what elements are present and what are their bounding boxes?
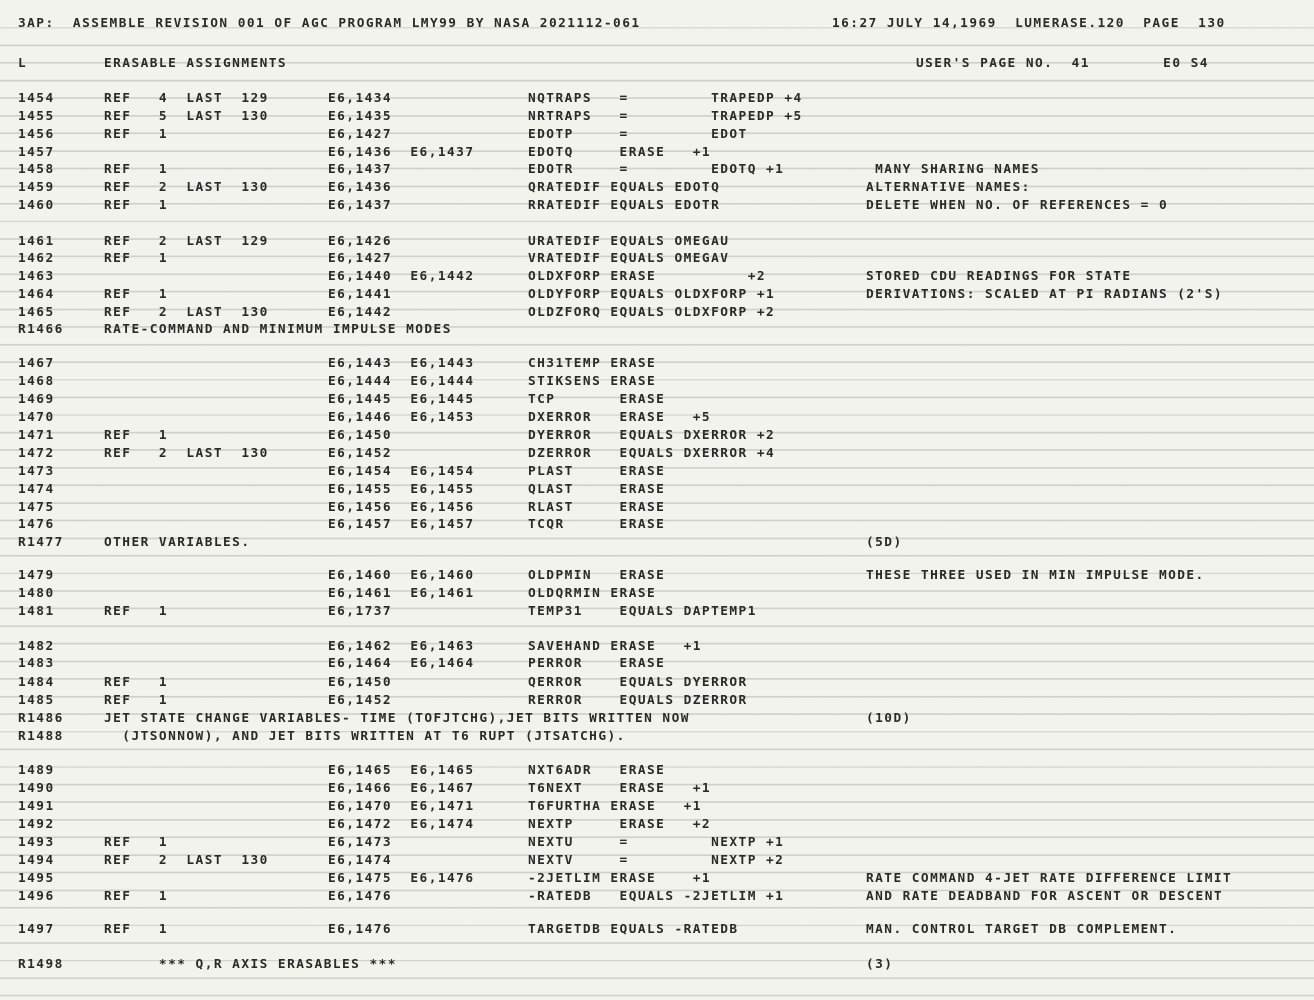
symbol-field: TCP ERASE — [528, 392, 666, 407]
line-number: R1488 — [18, 729, 64, 744]
symbol-field: RERROR EQUALS DZERROR — [528, 693, 748, 708]
line-number: 1459 — [18, 180, 55, 195]
symbol-field: RRATEDIF EQUALS EDOTR — [528, 198, 721, 213]
line-number: 1469 — [18, 392, 55, 407]
symbol-field: OLDZFORQ EQUALS OLDXFORP +2 — [528, 305, 776, 320]
line-number: 1492 — [18, 817, 55, 832]
line-number: 1479 — [18, 568, 55, 583]
reference-field: REF 1 — [104, 162, 169, 177]
address-field: E6,1440 E6,1442 — [328, 269, 475, 284]
listing-line — [0, 834, 1314, 852]
symbol-field: NRTRAPS = TRAPEDP +5 — [528, 109, 803, 124]
listing-line — [0, 463, 1314, 481]
reference-field: REF 1 — [104, 835, 169, 850]
listing-line — [0, 638, 1314, 656]
listing-line — [0, 233, 1314, 251]
address-field: E6,1427 — [328, 127, 393, 142]
symbol-field: DZERROR EQUALS DXERROR +4 — [528, 446, 776, 461]
line-number: 1485 — [18, 693, 55, 708]
listing-line — [0, 144, 1314, 162]
listing-line — [0, 655, 1314, 673]
comment-field: DELETE WHEN NO. OF REFERENCES = 0 — [866, 198, 1169, 213]
address-field: E6,1462 E6,1463 — [328, 639, 475, 654]
symbol-field: OLDYFORP EQUALS OLDXFORP +1 — [528, 287, 776, 302]
listing-line — [0, 108, 1314, 126]
symbol-field: SAVEHAND ERASE +1 — [528, 639, 702, 654]
address-field: E6,1436 E6,1437 — [328, 145, 475, 160]
symbol-field: EDOTR = EDOTQ +1 — [528, 162, 785, 177]
line-number: R1486 — [18, 711, 64, 726]
line-number: 1456 — [18, 127, 55, 142]
symbol-field: STIKSENS ERASE — [528, 374, 657, 389]
symbol-field: RLAST ERASE — [528, 500, 666, 515]
symbol-field: PLAST ERASE — [528, 464, 666, 479]
line-number: 1457 — [18, 145, 55, 160]
symbol-field: TCQR ERASE — [528, 517, 666, 532]
reference-field: REF 4 LAST 129 — [104, 91, 269, 106]
symbol-field: -RATEDB EQUALS -2JETLIM +1 — [528, 889, 785, 904]
comment-field: MAN. CONTROL TARGET DB COMPLEMENT. — [866, 922, 1178, 937]
symbol-field: OLDPMIN ERASE — [528, 568, 666, 583]
symbol-field: T6NEXT ERASE +1 — [528, 781, 712, 796]
line-number: 1476 — [18, 517, 55, 532]
page-subheader — [0, 55, 1314, 73]
line-number: 1482 — [18, 639, 55, 654]
address-field: E6,1435 — [328, 109, 393, 124]
symbol-field: PERROR ERASE — [528, 656, 666, 671]
line-number: 1475 — [18, 500, 55, 515]
address-field: E6,1464 E6,1464 — [328, 656, 475, 671]
reference-field: REF 1 — [104, 922, 169, 937]
listing-line — [0, 534, 1314, 552]
address-field: E6,1473 — [328, 835, 393, 850]
line-number: 1491 — [18, 799, 55, 814]
address-field: E6,1476 — [328, 889, 393, 904]
symbol-field: QLAST ERASE — [528, 482, 666, 497]
address-field: E6,1444 E6,1444 — [328, 374, 475, 389]
listing-line — [0, 445, 1314, 463]
address-field: E6,1466 E6,1467 — [328, 781, 475, 796]
line-number: 1494 — [18, 853, 55, 868]
address-field: E6,1456 E6,1456 — [328, 500, 475, 515]
subheader-mark: L — [18, 56, 28, 71]
listing-line — [0, 161, 1314, 179]
symbol-field: EDOTQ ERASE +1 — [528, 145, 712, 160]
line-number: 1481 — [18, 604, 55, 619]
symbol-field: QRATEDIF EQUALS EDOTQ — [528, 180, 721, 195]
listing-line — [0, 692, 1314, 710]
listing-line — [0, 852, 1314, 870]
comment-field: (10D) — [866, 711, 912, 726]
listing-line — [0, 870, 1314, 888]
reference-field: REF 2 LAST 129 — [104, 234, 269, 249]
listing-line — [0, 499, 1314, 517]
line-number: 1465 — [18, 305, 55, 320]
listing-line — [0, 250, 1314, 268]
listing-line — [0, 268, 1314, 286]
listing-line — [0, 585, 1314, 603]
line-number: 1458 — [18, 162, 55, 177]
line-number: 1455 — [18, 109, 55, 124]
reference-field: REF 1 — [104, 604, 169, 619]
header-title: 3AP: ASSEMBLE REVISION 001 OF AGC PROGRAM LMY99 BY NASA 2021112-061 — [18, 16, 641, 31]
line-number: 1463 — [18, 269, 55, 284]
reference-field: REF 1 — [104, 251, 169, 266]
line-number: 1496 — [18, 889, 55, 904]
symbol-field: TEMP31 EQUALS DAPTEMP1 — [528, 604, 757, 619]
address-field: E6,1452 — [328, 693, 393, 708]
address-field: E6,1474 — [328, 853, 393, 868]
listing-line — [0, 780, 1314, 798]
line-number: 1484 — [18, 675, 55, 690]
line-number: 1472 — [18, 446, 55, 461]
listing-line — [0, 304, 1314, 322]
listing-line — [0, 409, 1314, 427]
address-field: E6,1461 E6,1461 — [328, 586, 475, 601]
address-field: E6,1427 — [328, 251, 393, 266]
line-number: R1498 — [18, 957, 64, 972]
address-field: E6,1455 E6,1455 — [328, 482, 475, 497]
comment-field: ALTERNATIVE NAMES: — [866, 180, 1031, 195]
address-field: E6,1437 — [328, 162, 393, 177]
listing-line — [0, 728, 1314, 746]
reference-field: REF 2 LAST 130 — [104, 853, 269, 868]
symbol-field: DXERROR ERASE +5 — [528, 410, 712, 425]
listing-line — [0, 603, 1314, 621]
listing-line — [0, 197, 1314, 215]
listing-line — [0, 956, 1314, 974]
line-number: 1483 — [18, 656, 55, 671]
line-number: 1474 — [18, 482, 55, 497]
symbol-field: NQTRAPS = TRAPEDP +4 — [528, 91, 803, 106]
address-field: E6,1450 — [328, 428, 393, 443]
symbol-field: DYERROR EQUALS DXERROR +2 — [528, 428, 776, 443]
listing-line — [0, 816, 1314, 834]
reference-field: JET STATE CHANGE VARIABLES- TIME (TOFJTCHG),JET BITS WRITTEN NOW — [104, 711, 690, 726]
line-number: 1471 — [18, 428, 55, 443]
address-field: E6,1737 — [328, 604, 393, 619]
symbol-field: NEXTV = NEXTP +2 — [528, 853, 785, 868]
address-field: E6,1437 — [328, 198, 393, 213]
reference-field: (JTSONNOW), AND JET BITS WRITTEN AT T6 RUPT (JTSATCHG). — [104, 729, 626, 744]
listing-line — [0, 391, 1314, 409]
listing-line — [0, 427, 1314, 445]
listing-line — [0, 798, 1314, 816]
line-number: 1493 — [18, 835, 55, 850]
comment-field: DERIVATIONS: SCALED AT PI RADIANS (2'S) — [866, 287, 1224, 302]
line-number: 1489 — [18, 763, 55, 778]
line-number: 1480 — [18, 586, 55, 601]
symbol-field: VRATEDIF EQUALS OMEGAV — [528, 251, 730, 266]
listing-line — [0, 674, 1314, 692]
address-field: E6,1470 E6,1471 — [328, 799, 475, 814]
line-number: R1466 — [18, 322, 64, 337]
symbol-field: CH31TEMP ERASE — [528, 356, 657, 371]
address-field: E6,1426 — [328, 234, 393, 249]
comment-field: MANY SHARING NAMES — [866, 162, 1040, 177]
listing-line — [0, 126, 1314, 144]
line-number: 1462 — [18, 251, 55, 266]
symbol-field: NXT6ADR ERASE — [528, 763, 666, 778]
reference-field: REF 2 LAST 130 — [104, 305, 269, 320]
reference-field: REF 1 — [104, 693, 169, 708]
reference-field: REF 1 — [104, 675, 169, 690]
address-field: E6,1472 E6,1474 — [328, 817, 475, 832]
line-number: 1467 — [18, 356, 55, 371]
listing-line — [0, 516, 1314, 534]
section-title: ERASABLE ASSIGNMENTS — [104, 56, 288, 71]
address-field: E6,1446 E6,1453 — [328, 410, 475, 425]
listing-line — [0, 921, 1314, 939]
line-number: 1454 — [18, 91, 55, 106]
comment-field: STORED CDU READINGS FOR STATE — [866, 269, 1132, 284]
listing-line — [0, 90, 1314, 108]
address-field: E6,1454 E6,1454 — [328, 464, 475, 479]
address-field: E6,1443 E6,1443 — [328, 356, 475, 371]
line-number: 1461 — [18, 234, 55, 249]
address-field: E6,1475 E6,1476 — [328, 871, 475, 886]
address-field: E6,1434 — [328, 91, 393, 106]
comment-field: (3) — [866, 957, 894, 972]
reference-field: *** Q,R AXIS ERASABLES *** — [104, 957, 397, 972]
comment-field: RATE COMMAND 4-JET RATE DIFFERENCE LIMIT — [866, 871, 1233, 886]
listing-line — [0, 710, 1314, 728]
address-field: E6,1442 — [328, 305, 393, 320]
address-field: E6,1452 — [328, 446, 393, 461]
line-number: 1460 — [18, 198, 55, 213]
symbol-field: NEXTP ERASE +2 — [528, 817, 712, 832]
reference-field: REF 1 — [104, 127, 169, 142]
page-header — [0, 15, 1314, 33]
reference-field: REF 1 — [104, 198, 169, 213]
line-number: 1468 — [18, 374, 55, 389]
symbol-field: T6FURTHA ERASE +1 — [528, 799, 702, 814]
address-field: E6,1465 E6,1465 — [328, 763, 475, 778]
address-field: E6,1445 E6,1445 — [328, 392, 475, 407]
listing-line — [0, 286, 1314, 304]
reference-field: REF 1 — [104, 287, 169, 302]
user-page-number: USER'S PAGE NO. 41 E0 S4 — [916, 56, 1209, 71]
address-field: E6,1450 — [328, 675, 393, 690]
address-field: E6,1436 — [328, 180, 393, 195]
reference-field: REF 5 LAST 130 — [104, 109, 269, 124]
symbol-field: QERROR EQUALS DYERROR — [528, 675, 748, 690]
symbol-field: TARGETDB EQUALS -RATEDB — [528, 922, 739, 937]
address-field: E6,1460 E6,1460 — [328, 568, 475, 583]
symbol-field: -2JETLIM ERASE +1 — [528, 871, 712, 886]
listing-line — [0, 567, 1314, 585]
symbol-field: URATEDIF EQUALS OMEGAU — [528, 234, 730, 249]
reference-field: REF 2 LAST 130 — [104, 180, 269, 195]
line-number: 1490 — [18, 781, 55, 796]
reference-field: REF 1 — [104, 889, 169, 904]
line-number: 1464 — [18, 287, 55, 302]
line-number: 1495 — [18, 871, 55, 886]
reference-field: RATE-COMMAND AND MINIMUM IMPULSE MODES — [104, 322, 452, 337]
symbol-field: OLDXFORP ERASE +2 — [528, 269, 767, 284]
address-field: E6,1441 — [328, 287, 393, 302]
symbol-field: EDOTP = EDOT — [528, 127, 748, 142]
symbol-field: OLDQRMIN ERASE — [528, 586, 657, 601]
comment-field: THESE THREE USED IN MIN IMPULSE MODE. — [866, 568, 1205, 583]
listing-line — [0, 321, 1314, 339]
reference-field: OTHER VARIABLES. — [104, 535, 251, 550]
listing-line — [0, 373, 1314, 391]
comment-field: AND RATE DEADBAND FOR ASCENT OR DESCENT — [866, 889, 1224, 904]
listing-line — [0, 481, 1314, 499]
listing-line — [0, 762, 1314, 780]
comment-field: (5D) — [866, 535, 903, 550]
line-number: 1497 — [18, 922, 55, 937]
address-field: E6,1457 E6,1457 — [328, 517, 475, 532]
listing-line — [0, 888, 1314, 906]
header-date-page: 16:27 JULY 14,1969 LUMERASE.120 PAGE 130 — [832, 16, 1226, 31]
address-field: E6,1476 — [328, 922, 393, 937]
reference-field: REF 1 — [104, 428, 169, 443]
line-number: 1473 — [18, 464, 55, 479]
line-number: R1477 — [18, 535, 64, 550]
symbol-field: NEXTU = NEXTP +1 — [528, 835, 785, 850]
listing-line — [0, 355, 1314, 373]
listing-line — [0, 179, 1314, 197]
reference-field: REF 2 LAST 130 — [104, 446, 269, 461]
line-number: 1470 — [18, 410, 55, 425]
